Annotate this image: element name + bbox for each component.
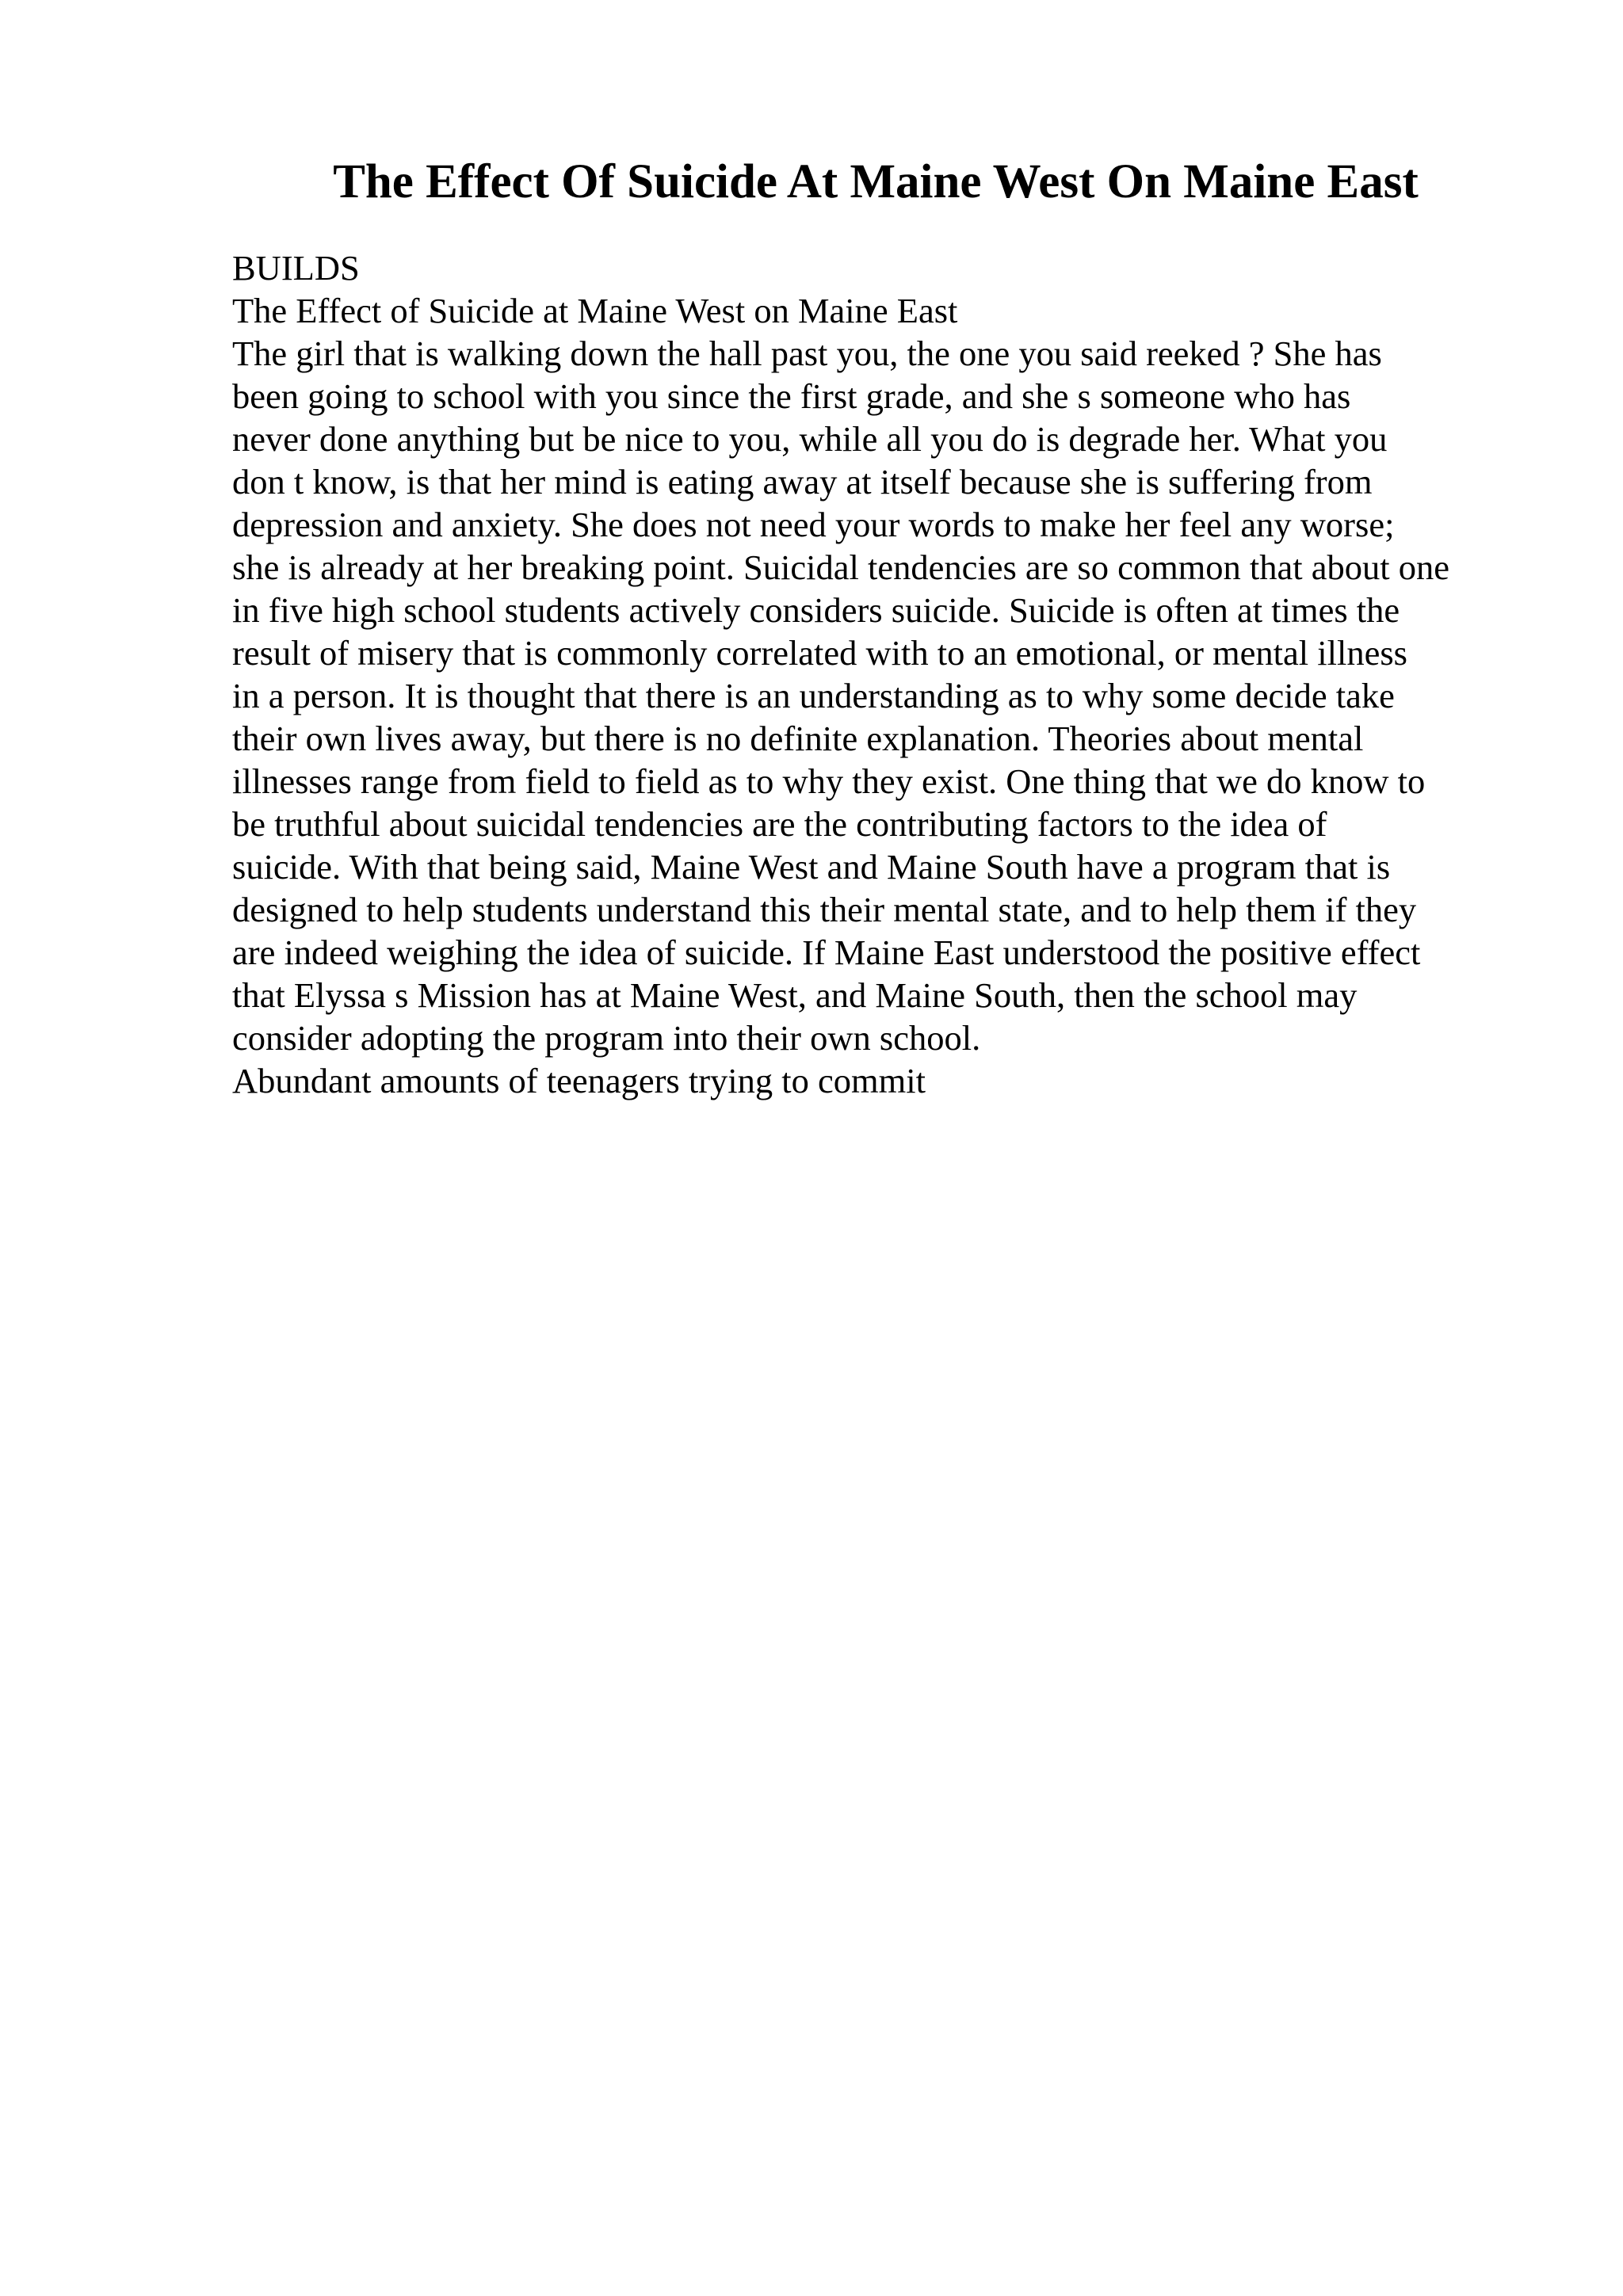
section-label: BUILDS: [232, 248, 360, 288]
paragraph-line: The girl that is walking down the hall past you, the one you said reeked ? She has: [232, 334, 1382, 373]
paragraph-line: that Elyssa s Mission has at Maine West, and Maine South, then the school may: [232, 975, 1358, 1015]
paragraph-line: never done anything but be nice to you, while all you do is degrade her. What you: [232, 419, 1388, 459]
document-title: The Effect Of Suicide At Maine West On Maine East: [333, 155, 1419, 208]
paragraph-line: consider adopting the program into their own school.: [232, 1018, 981, 1058]
paragraph-line: depression and anxiety. She does not need your words to make her feel any worse;: [232, 505, 1395, 544]
document-body: [232, 246, 1611, 1102]
paragraph-line: be truthful about suicidal tendencies are the contributing factors to the idea of: [232, 804, 1327, 844]
paragraph-line: in five high school students actively considers suicide. Suicide is often at times the: [232, 590, 1400, 630]
paragraph-line: suicide. With that being said, Maine West and Maine South have a program that is: [232, 847, 1391, 887]
paragraph-line: Abundant amounts of teenagers trying to commit: [232, 1061, 926, 1100]
paragraph-line: their own lives away, but there is no definite explanation. Theories about mental: [232, 719, 1364, 758]
paragraph-line: illnesses range from field to field as to why they exist. One thing that we do know to: [232, 761, 1426, 801]
paragraph-line: in a person. It is thought that there is an understanding as to why some decide take: [232, 676, 1395, 715]
paragraph-line: designed to help students understand this their mental state, and to help them if they: [232, 890, 1417, 929]
paragraph-line: been going to school with you since the first grade, and she s someone who has: [232, 376, 1351, 416]
paragraph-line: she is already at her breaking point. Suicidal tendencies are so common that about one: [232, 547, 1450, 587]
essay-subtitle: The Effect of Suicide at Maine West on Maine East: [232, 291, 958, 330]
paragraph-line: result of misery that is commonly correlated with to an emotional, or mental illness: [232, 633, 1407, 673]
paragraph-line: are indeed weighing the idea of suicide. If Maine East understood the positive effect: [232, 933, 1421, 972]
paragraph-line: don t know, is that her mind is eating away at itself because she is suffering from: [232, 462, 1373, 502]
